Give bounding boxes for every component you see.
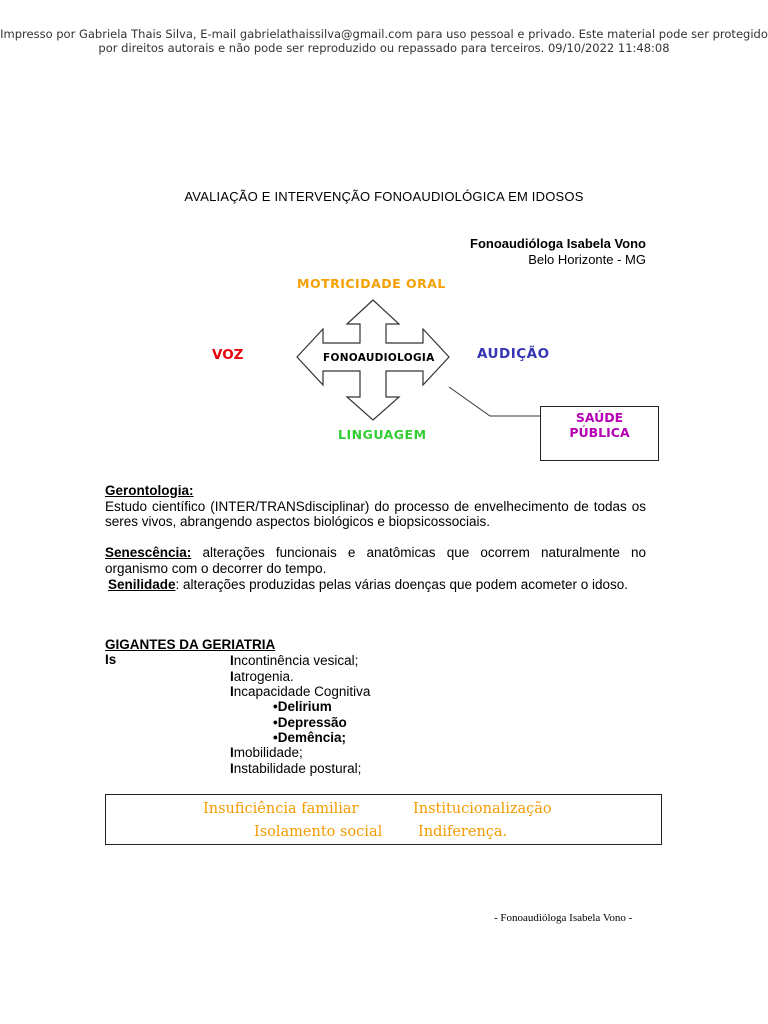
gigante-item bbox=[230, 684, 370, 699]
connector-line bbox=[449, 387, 540, 416]
gigante-initial: I bbox=[230, 653, 234, 668]
gigante-initial: I bbox=[230, 684, 234, 699]
gigante-text: atrogenia. bbox=[233, 669, 294, 684]
box-item-indiferenca: Indiferença. bbox=[418, 824, 508, 840]
senescencia-paragraph bbox=[105, 545, 646, 576]
senilidade-definition: : alterações produzidas pelas várias doenças que podem acometer o idoso. bbox=[175, 577, 629, 592]
senilidade-term: Senilidade bbox=[108, 577, 176, 592]
gigante-initial: I bbox=[230, 669, 234, 684]
diagram-label-audicao: AUDIÇÃO bbox=[477, 346, 550, 362]
social-factors-box bbox=[105, 794, 662, 845]
gigante-text: mobilidade; bbox=[233, 745, 303, 760]
senescencia-definition: alterações funcionais e anatômicas que ocorrem naturalmente no organismo com o decorrer do tempo. bbox=[105, 545, 646, 576]
gigante-text: nstabilidade postural; bbox=[233, 761, 362, 776]
cognitive-subitem: •Depressão bbox=[273, 715, 347, 730]
gigante-item bbox=[230, 761, 361, 776]
diagram-label-motricidade: MOTRICIDADE ORAL bbox=[297, 276, 446, 291]
watermark-line-2: por direitos autorais e não pode ser reproduzido ou repassado para terceiros. 09/10/2022 11:48:08 bbox=[98, 41, 670, 55]
box-item-isolamento: Isolamento social bbox=[254, 824, 383, 840]
gigante-item bbox=[230, 669, 294, 684]
gigante-text: ncontinência vesical; bbox=[233, 653, 359, 668]
diagram-label-voz: VOZ bbox=[212, 347, 244, 363]
diagram-center-label: FONOAUDIOLOGIA bbox=[323, 352, 435, 364]
author-location: Belo Horizonte - MG bbox=[528, 252, 646, 267]
gerontologia-definition: Estudo científico (INTER/TRANSdisciplinar) do processo de envelhecimento de todas os seres vivos, abrangendo aspectos biológicos e biopsicossociais. bbox=[105, 498, 646, 529]
diagram-label-linguagem: LINGUAGEM bbox=[338, 427, 427, 442]
document-title: AVALIAÇÃO E INTERVENÇÃO FONOAUDIOLÓGICA EM IDOSOS bbox=[184, 189, 584, 204]
cognitive-subitem: •Delirium bbox=[273, 699, 332, 714]
senescencia-term: Senescência: bbox=[105, 545, 192, 560]
senilidade-paragraph bbox=[105, 577, 646, 593]
saude-box-line-1: SAÚDE bbox=[575, 410, 624, 425]
cognitive-subitem: •Demência; bbox=[273, 730, 347, 745]
author-name: Fonoaudióloga Isabela Vono bbox=[470, 236, 646, 251]
gigantes-is-label: Is bbox=[105, 652, 117, 667]
gigante-item bbox=[230, 653, 358, 668]
saude-publica-box bbox=[540, 406, 659, 461]
gigante-item bbox=[230, 745, 303, 760]
box-item-insuficiencia: Insuficiência familiar bbox=[203, 801, 359, 817]
gigante-initial: I bbox=[230, 761, 234, 776]
page-footer: - Fonoaudióloga Isabela Vono - bbox=[494, 912, 633, 924]
box-item-institucionalizacao: Institucionalização bbox=[413, 801, 552, 817]
saude-box-line-2: PÚBLICA bbox=[569, 425, 630, 440]
watermark-line-1: Impresso por Gabriela Thais Silva, E-mail gabrielathaissilva@gmail.com para uso pessoal e privado. Este material pode ser protegido bbox=[0, 27, 768, 41]
gerontologia-term: Gerontologia: bbox=[105, 483, 194, 498]
gigante-initial: I bbox=[230, 745, 234, 760]
gerontologia-section bbox=[105, 483, 646, 530]
gigante-text: ncapacidade Cognitiva bbox=[233, 684, 371, 699]
gigantes-heading: GIGANTES DA GERIATRIA bbox=[105, 637, 276, 652]
